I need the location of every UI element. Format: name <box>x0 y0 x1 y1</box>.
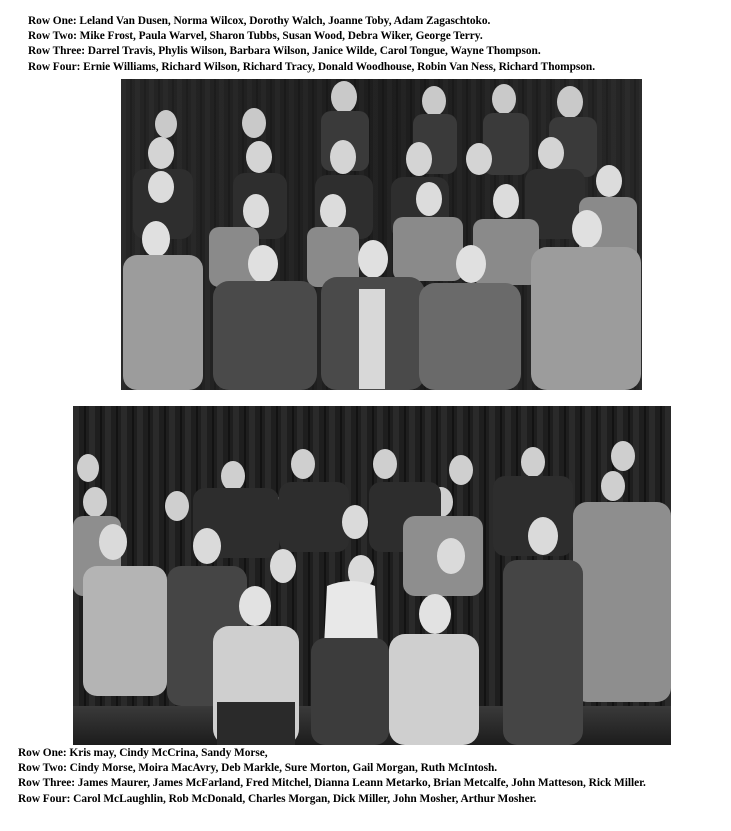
caption-row-three: Row Three: James Maurer, James McFarland, Fred Mitchel, Dianna Leann Metarko, Brian Metcalfe, John Matteson, Rick Miller. <box>18 777 646 790</box>
top-photo-caption <box>28 14 595 75</box>
caption-row-four: Row Four: Ernie Williams, Richard Wilson, Richard Tracy, Donald Woodhouse, Robin Van Ness, Richard Thompson. <box>28 60 595 73</box>
caption-row-four: Row Four: Carol McLaughlin, Rob McDonald, Charles Morgan, Dick Miller, John Mosher, Arthur Mosher. <box>18 792 537 805</box>
caption-row-one: Row One: Kris may, Cindy McCrina, Sandy Morse, <box>18 747 268 759</box>
caption-row-one: Row One: Leland Van Dusen, Norma Wilcox, Dorothy Walch, Joanne Toby, Adam Zagaschtoko. <box>28 15 491 27</box>
bottom-group-photo-image <box>73 406 671 745</box>
bottom-photo-caption <box>18 746 646 807</box>
top-group-photo <box>121 79 642 390</box>
top-group-photo-image <box>121 79 642 390</box>
caption-row-two: Row Two: Mike Frost, Paula Warvel, Sharon Tubbs, Susan Wood, Debra Wiker, George Terry. <box>28 30 483 43</box>
caption-row-two: Row Two: Cindy Morse, Moira MacAvry, Deb Markle, Sure Morton, Gail Morgan, Ruth McIntosh. <box>18 762 498 775</box>
bottom-group-photo <box>73 406 671 745</box>
caption-row-three: Row Three: Darrel Travis, Phylis Wilson, Barbara Wilson, Janice Wilde, Carol Tongue, Wayne Thompson. <box>28 45 541 58</box>
